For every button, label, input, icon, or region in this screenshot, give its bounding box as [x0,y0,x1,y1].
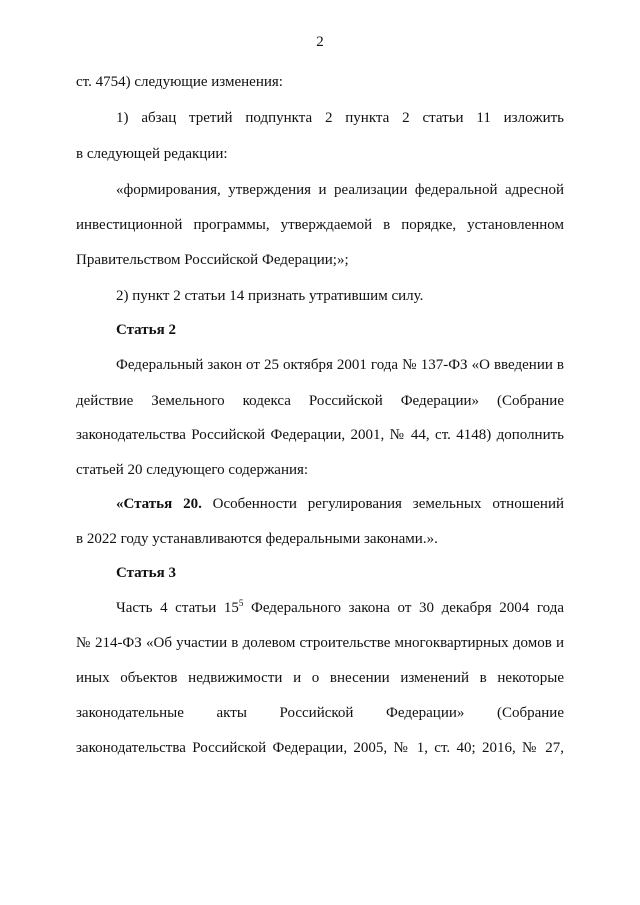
text-span: Особенности регулирования земельных отношений [201,496,565,512]
text-line: законодательства Российской Федерации, 2005, № 1, ст. 40; 2016, № 27, [76,740,564,756]
text-line: законодательства Российской Федерации, 2001, № 44, ст. 4148) дополнить [76,427,564,443]
text-line: действие Земельного кодекса Российской Федерации» (Собрание [76,393,564,409]
text-line: «формирования, утверждения и реализации федеральной адресной [116,182,564,198]
text-span: Часть 4 статьи 15 [116,600,239,616]
text-line: законодательные акты Российской Федерации» (Собрание [76,705,564,721]
text-line: Федеральный закон от 25 октября 2001 года № 137-ФЗ «О введении в [116,357,564,373]
text-line [116,598,564,618]
text-line: в следующей редакции: [76,146,228,162]
text-line: ст. 4754) следующие изменения: [76,74,283,90]
article-heading: Статья 3 [116,565,176,581]
text-line [116,494,564,514]
text-line: 1) абзац третий подпункта 2 пункта 2 статьи 11 изложить [116,110,564,126]
text-line: № 214-ФЗ «Об участии в долевом строительстве многоквартирных домов и [76,635,564,651]
page-number: 2 [316,34,324,50]
text-line: Правительством Российской Федерации;»; [76,252,349,268]
text-span: Федерального закона от 30 декабря 2004 года [243,600,564,616]
text-line: в 2022 году устанавливаются федеральными законами.». [76,531,438,547]
text-line: статьей 20 следующего содержания: [76,462,309,478]
article-heading: Статья 2 [116,322,176,338]
text-line: 2) пункт 2 статьи 14 признать утратившим силу. [116,288,424,304]
article-intro: «Статья 20. [116,496,202,512]
superscript: 5 [238,598,244,608]
text-line: иных объектов недвижимости и о внесении изменений в некоторые [76,670,564,686]
text-line: инвестиционной программы, утверждаемой в порядке, установленном [76,217,564,233]
